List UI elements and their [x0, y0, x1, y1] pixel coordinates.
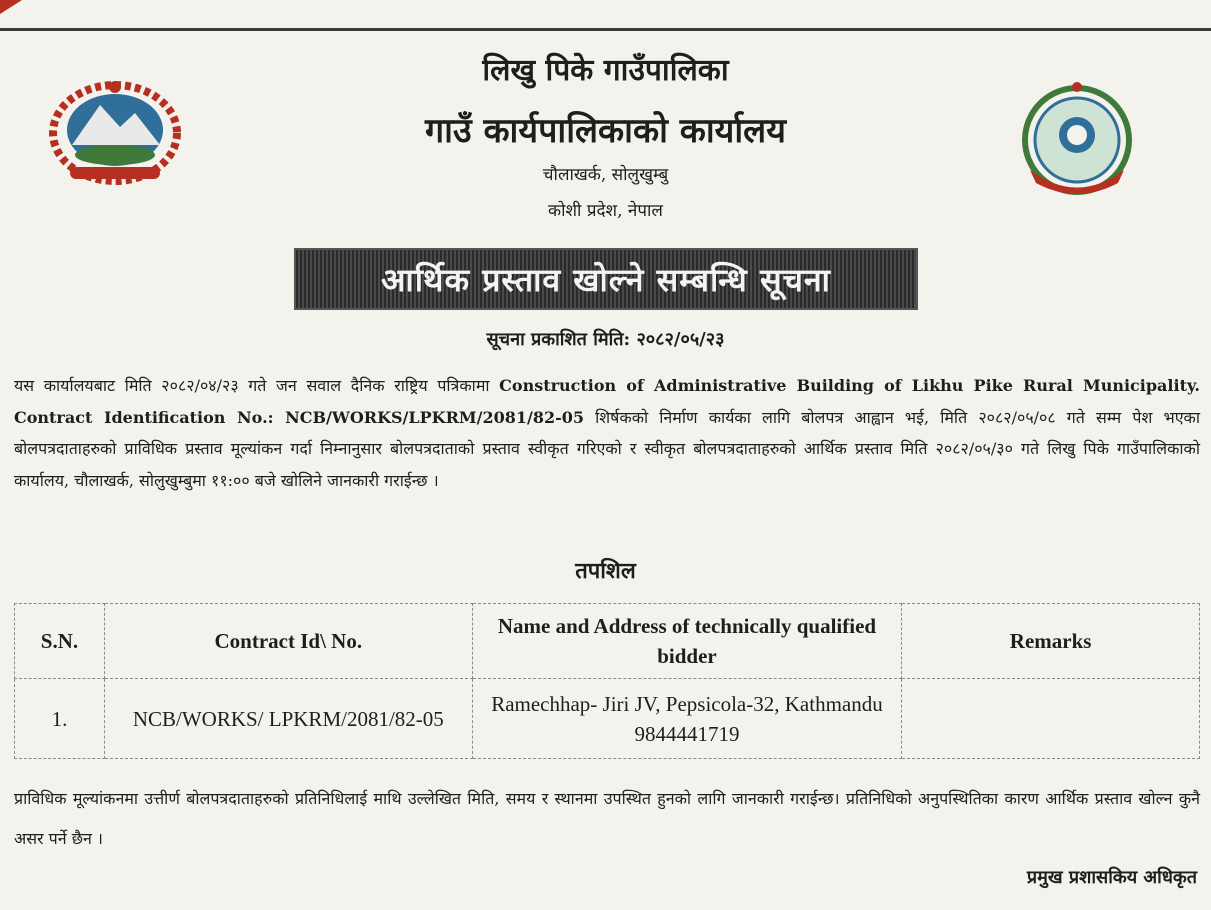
cell-bidder: Ramechhap- Jiri JV, Pepsicola-32, Kathmandu 9844441719: [472, 679, 902, 759]
address-line-2: कोशी प्रदेश, नेपाल: [548, 201, 663, 221]
column-header-bidder: Name and Address of technically qualified bidder: [472, 604, 902, 679]
office-name: गाउँ कार्यपालिकाको कार्यालय: [425, 111, 786, 151]
municipality-name: लिखु पिके गाउँपालिका: [482, 53, 729, 88]
column-header-sn: S.N.: [15, 604, 105, 679]
contract-title: Construction of Administrative Building of Likhu Pike Rural Municipality. Contract Identification No.: NCB/WORKS/LPKRM/2081/82-05: [14, 376, 1200, 427]
cell-sn: 1.: [15, 679, 105, 759]
table-row: [15, 679, 1200, 759]
body-part-2: शिर्षकको निर्माण कार्यका लागि बोलपत्र आह्वान भई, मिति २०८२/०५/०८ गते सम्म पेश भएका बोलपत्रदाताहरुको प्राविधिक प्रस्ताव मूल्यांकन गर्दा निम्नानुसार बोलपत्रदाताको प्रस्ताव स्वीकृत गरिएको र स्वीकृत बोलपत्रदाताहरुको आर्थिक प्रस्ताव मिति २०८२/०५/३० गते लिखु पिके गाउँपालिकाको कार्यालय, चौलाखर्क, सोलुखुम्बुमा ११:०० बजे खोलिने जानकारी गराईन्छ ।: [14, 407, 1200, 490]
bidder-table: [14, 603, 1200, 759]
column-header-remarks: Remarks: [902, 604, 1200, 679]
notice-title: आर्थिक प्रस्ताव खोल्ने सम्बन्धि सूचना: [381, 260, 831, 299]
cell-remarks: [902, 679, 1200, 759]
footer-note: प्राविधिक मूल्यांकनमा उत्तीर्ण बोलपत्रदाताहरुको प्रतिनिधिलाई माथि उल्लेखित मिति, समय र स्थानमा उपस्थित हुनको लागि जानकारी गराईन्छ। प्रतिनिधिको अनुपस्थितिका कारण आर्थिक प्रस्ताव खोल्न कुनै असर पर्ने छैन ।: [14, 789, 1200, 848]
notice-title-banner: [294, 248, 918, 310]
body-part-1: यस कार्यालयबाट मिति २०८२/०४/२३ गते जन सवाल दैनिक राष्ट्रिय पत्रिकामा: [14, 376, 500, 395]
column-header-contract-id: Contract Id\ No.: [104, 604, 472, 679]
corner-mark: [0, 0, 22, 14]
details-caption: तपशिल: [575, 558, 636, 584]
table-header-row: [15, 604, 1200, 679]
notice-body: [14, 370, 1200, 496]
top-border: [0, 28, 1211, 31]
address-line-1: चौलाखर्क, सोलुखुम्बु: [542, 165, 669, 185]
signature-title: प्रमुख प्रशासकिय अधिकृत: [1026, 867, 1197, 888]
cell-contract-id: NCB/WORKS/ LPKRM/2081/82-05: [104, 679, 472, 759]
publish-date: सूचना प्रकाशित मिति: २०८२/०५/२३: [486, 329, 725, 350]
